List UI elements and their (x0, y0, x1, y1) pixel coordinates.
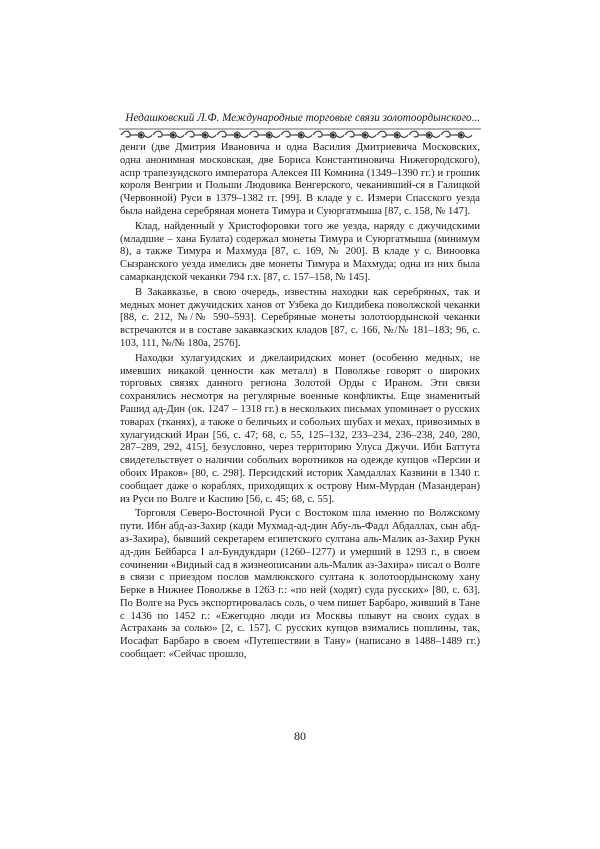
ornament-scroll-unit (185, 131, 216, 138)
ornament-dot (172, 134, 175, 137)
ornament-dot (364, 134, 367, 137)
ornament-dot (428, 134, 431, 137)
ornament-dot (140, 134, 143, 137)
ornament-dot (300, 134, 303, 137)
paragraph-transcaucasia: В Закавказье, в свою очередь, известны находки как серебряных, так и медных монет джучидских ханов от Узбека до Килдибека поволжской чеканки [88, с. 212, №/№ 590–593]. Серебряные монеты золотоордынской чеканки встречаются и в составе закавказских кладов [87, с. 166, №/№ 181–183; 96, с. 103, 111, №/№ 180а, 2576]. (120, 286, 480, 349)
ornament-scroll-unit (121, 131, 152, 138)
page-number: 80 (294, 729, 306, 743)
paragraph-khristoforovka-hoard: Клад, найденный у Христофоровки того же уезда, наряду с джучидскими (младшие – хана Булата) содержал монеты Тимура и Суюргатмыша (минимум 8), а также Тимура и Махмуда [87, с. 169, № 200]. В кладе у с. Виноовка Сызранского уезда имелись две монеты Тимура и Махмуда; одна из них была самаркандской чеканки 794 г.х. [87, с. 157–158, № 145]. (120, 220, 480, 283)
main-text-column (120, 142, 480, 662)
ornament-dot (236, 134, 239, 137)
ornament-scroll-unit (313, 131, 344, 138)
ornament-scroll-unit (441, 131, 472, 138)
ornament-dot (268, 134, 271, 137)
paragraph-hulaguid-coins: Находки хулагуидских и джелаиридских монет (особенно медных, не имевших никакой ценности как металл) в Поволжье говорят о широких торговых связях данного региона Золотой Орды с Ираном. Эти связи сохранялись несмотря на регулярные военные конфликты. Еще знаменитый Рашид ад-Дин (ок. 1247 – 1318 гг.) в нескольких письмах упоминает о русских товарах (тканях), а также о беличьих и собольих шубах и мехах, привозимых в хулагуидский Иран [56, с. 47; 68, с. 55, 125–132, 233–234, 236–238, 240, 280, 287–289, 292, 415], безусловно, через территорию Улуса Джучи. Иби Баттута свидетельствует о наличии собольих воротников на одежде купцов «Персии и обоих Ираков» [80, с. 298]. Персидский историк Хамдаллах Казвини в 1340 г. сообщает даже о кораблях, приходящих к острову Ним-Мурдан (Мазандеран) из Руси по Волге и Каспию [56, с. 45; 68, с. 55]. (120, 352, 480, 505)
ornament-dot (332, 134, 335, 137)
decorative-ornament-border (119, 127, 481, 139)
running-title: Недашковский Л.Ф. Международные торговые связи золотоордынского... (125, 112, 480, 124)
ornament-dot (396, 134, 399, 137)
ornament-scroll-unit (409, 131, 440, 138)
ornament-scroll-unit (217, 131, 248, 138)
paragraph-volga-trade: Торговля Северо-Восточной Руси с Востоком шла именно по Волжскому пути. Ибн абд-аз-Захир (кади Мухмад-ад-дин Абу-ль-Фадл Абдаллах, сын абд-аз-Захира), бывший секретарем египетского султана аль-Малик аз-Захир Рукн ад-дин Бейбарса I ал-Бундукдари (1260–1277) и умерший в 1293 г., в своем сочинении «Видный сад в жизнеописании аль-Малик аз-Захира» писал о Волге в связи с приездом послов мамлюкского султана к золотоордынскому хану Берке в Нижнее Поволжье в 1263 г.: «по ней (ходят) суда русских» [80, с. 63]. По Волге на Русь экспортировалась соль, о чем пишет Барбаро, живший в Тане с 1436 по 1452 г.: «Ежегодно люди из Москвы плывут на своих судах в Астрахань за солью» [2, с. 157]. С русских купцов взимались пошлины, так, Иосафат Барбаро в своем «Путешествии в Тану» (написано в 1488–1489 гг.) сообщает: «Сейчас прошло, (120, 508, 480, 661)
ornament-scroll-unit (345, 131, 376, 138)
running-header (120, 111, 480, 125)
ornament-dot (204, 134, 207, 137)
ornament-scroll-unit (153, 131, 184, 138)
ornament-svg (119, 128, 481, 140)
ornament-scroll-unit (249, 131, 280, 138)
ornament-dot (460, 134, 463, 137)
ornament-scroll-unit (281, 131, 312, 138)
ornament-scroll-unit (377, 131, 408, 138)
paragraph-continued: денги (две Дмитрия Ивановича и одна Василия Дмитриевича Московских, одна анонимная московская, две Бориса Константиновича Нижегородского), аспр трапезундского императора Алексея III Комнина (1349–1390 гг.) и грошик короля Венгрии и Польши Людовика Венгерского, чеканивший-ся в Галицкой (Червонной) Руси в 1379–1382 гг. [99]. В кладе у с. Измери Спасского уезда была найдена серебряная монета Тимура и Суюргатмыша [87, с. 158, № 147]. (120, 142, 480, 217)
